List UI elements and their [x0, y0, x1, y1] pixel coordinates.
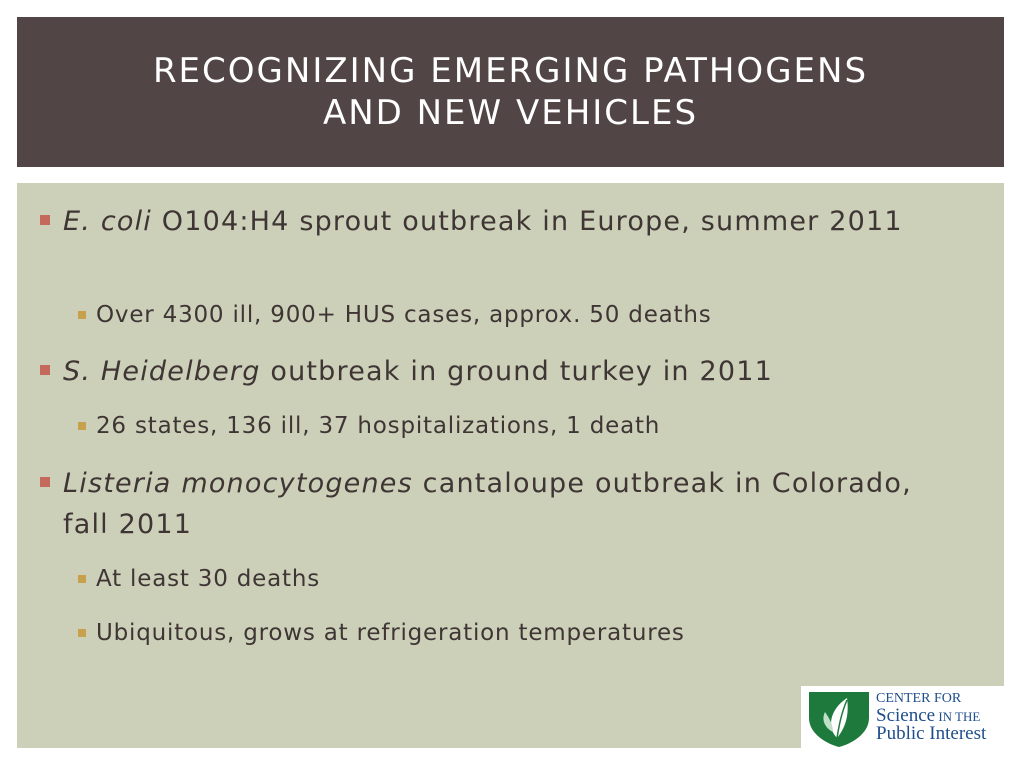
square-bullet-icon: [78, 422, 86, 430]
content-panel: [17, 183, 1004, 748]
pathogen-name: S. Heidelberg: [63, 356, 261, 387]
leaf-shield-icon: [807, 688, 871, 748]
bullet-text: Ubiquitous, grows at refrigeration temperatures: [96, 620, 685, 646]
cspi-logo: [801, 686, 1006, 750]
bullet-listeria: [63, 463, 963, 545]
bullet-text: 26 states, 136 ill, 37 hospitalizations, 1 death: [96, 413, 661, 439]
square-bullet-icon: [40, 365, 50, 375]
square-bullet-icon: [78, 629, 86, 637]
bullet-ecoli: [63, 201, 963, 242]
sub-bullet-listeria-deaths: [96, 563, 956, 595]
square-bullet-icon: [78, 311, 86, 319]
logo-line-3: Public Interest: [876, 723, 987, 744]
sub-bullet-heidelberg-stats: [96, 410, 956, 442]
logo-line-2-science: Science: [876, 705, 936, 726]
logo-wordmark: [876, 690, 986, 742]
pathogen-name: Listeria monocytogenes: [63, 468, 413, 499]
bullet-heidelberg: [63, 351, 963, 392]
sub-bullet-listeria-growth: [96, 617, 956, 649]
square-bullet-icon: [78, 575, 86, 583]
square-bullet-icon: [40, 477, 50, 487]
sub-bullet-ecoli-stats: [96, 299, 956, 331]
logo-line-1: CENTER FOR: [876, 691, 962, 706]
title-bar: [17, 17, 1004, 167]
bullet-text: At least 30 deaths: [96, 566, 321, 592]
pathogen-name: E. coli: [63, 206, 152, 237]
slide-title-line-1: RECOGNIZING EMERGING PATHOGENS: [152, 51, 869, 91]
bullet-text: Over 4300 ill, 900+ HUS cases, approx. 50 deaths: [96, 302, 712, 328]
bullet-text: outbreak in ground turkey in 2011: [260, 356, 774, 387]
bullet-text: cantaloupe outbreak in Colorado, fall 2011: [63, 468, 912, 540]
bullet-text: O104:H4 sprout outbreak in Europe, summer 2011: [152, 206, 903, 237]
logo-line-2-in-the: IN THE: [935, 709, 981, 724]
square-bullet-icon: [40, 215, 50, 225]
slide-title-line-2: AND NEW VEHICLES: [322, 93, 699, 133]
